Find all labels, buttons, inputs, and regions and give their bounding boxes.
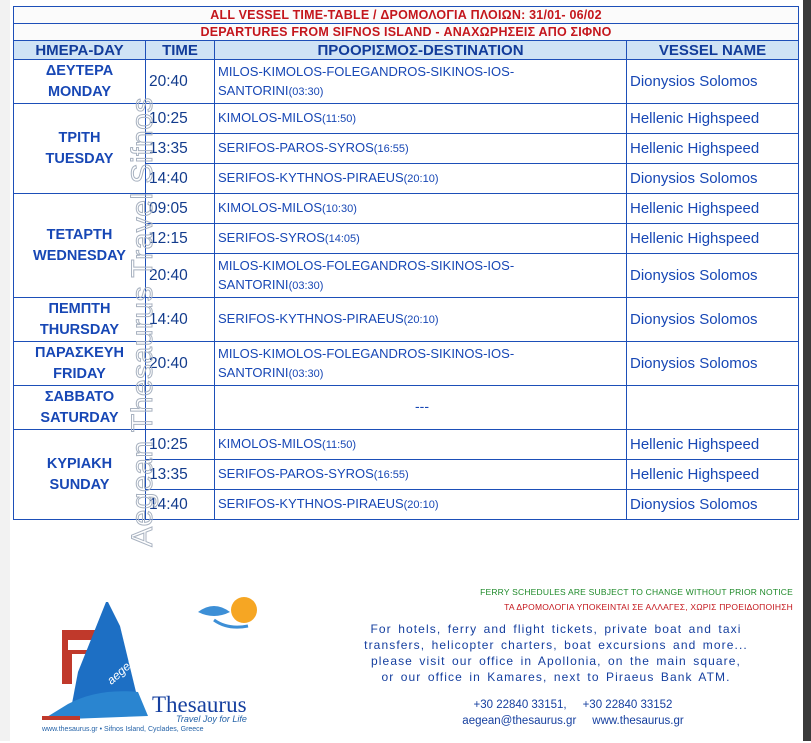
vessel-name: Hellenic Highspeed: [627, 460, 799, 490]
day-en: TUESDAY: [45, 150, 114, 167]
departure-time: 14:40: [146, 298, 215, 342]
contact-info: [418, 697, 728, 729]
arrival-time: (11:50): [322, 113, 357, 125]
day-en: MONDAY: [47, 83, 112, 100]
departure-time: 14:40: [146, 164, 215, 194]
vessel-name: Dionysios Solomos: [627, 342, 799, 386]
departure-time: 20:40: [146, 342, 215, 386]
destination-cell: [215, 134, 627, 164]
day-en: THURSDAY: [39, 321, 120, 338]
day-en: FRIDAY: [53, 365, 106, 382]
route-final: SERIFOS-KYTHNOS-PIRAEUS: [218, 496, 404, 511]
departure-time: 13:35: [146, 134, 215, 164]
destination-cell: [215, 224, 627, 254]
logo-wave: [42, 691, 148, 720]
destination-cell: [215, 342, 627, 386]
route-final: KIMOLOS-MILOS: [218, 110, 323, 125]
phone-1: +30 22840 33151,: [473, 699, 567, 711]
destination-cell: [215, 254, 627, 298]
website-link[interactable]: www.thesaurus.gr: [592, 715, 684, 727]
logo-sail-text: aegean: [104, 650, 144, 688]
day-gr: ΤΕΤΑΡΤΗ: [46, 226, 113, 243]
promo-line: transfers, helicopter charters, boat excursions and more...: [364, 638, 748, 652]
vessel-name: Hellenic Highspeed: [627, 224, 799, 254]
departure-time: 20:40: [146, 254, 215, 298]
vessel-name: Hellenic Highspeed: [627, 104, 799, 134]
departure-time: 13:35: [146, 460, 215, 490]
route-final: SERIFOS-KYTHNOS-PIRAEUS: [218, 170, 404, 185]
left-edge-strip: [0, 0, 10, 741]
route-final: SERIFOS-KYTHNOS-PIRAEUS: [218, 311, 404, 326]
email-link[interactable]: aegean@thesaurus.gr: [462, 715, 577, 727]
route-final: SANTORINI: [218, 82, 289, 98]
logo-wing: [198, 606, 230, 616]
day-en: SATURDAY: [40, 409, 119, 426]
promo-line: please visit our office in Apollonia, on the main square,: [371, 654, 741, 668]
vessel-name: Hellenic Highspeed: [627, 430, 799, 460]
notice-gr: ΤΑ ΔΡΟΜΟΛΟΓΙΑ ΥΠΟΚΕΙΝΤΑΙ ΣΕ ΑΛΛΑΓΕΣ, ΧΩΡΙΣ ΠΡΟΕΙΔΟΠΟΙΗΣΗ: [504, 602, 793, 612]
day-gr: ΠΑΡΑΣΚΕΥΗ: [35, 344, 124, 361]
arrival-time: (20:10): [403, 499, 439, 511]
vessel-name: Hellenic Highspeed: [627, 134, 799, 164]
departure-time: 10:25: [146, 430, 215, 460]
notice-en: FERRY SCHEDULES ARE SUBJECT TO CHANGE WITHOUT PRIOR NOTICE: [480, 587, 793, 597]
day-gr: ΣΑΒΒΑΤΟ: [44, 388, 115, 405]
route-final: SANTORINI: [218, 364, 289, 380]
arrival-time: (20:10): [403, 314, 439, 326]
col-header-time: TIME: [146, 41, 215, 60]
logo-tagline: Travel Joy for Life: [176, 714, 247, 724]
arrival-time: (03:30): [288, 367, 324, 380]
destination-cell: [215, 60, 627, 104]
destination-cell: [215, 104, 627, 134]
day-gr: ΠΕΜΠΤΗ: [48, 300, 111, 317]
col-header-vessel: VESSEL NAME: [627, 41, 799, 60]
watermark-text: Aegean Thesaurus Travel Sifnos: [126, 97, 159, 547]
table-row: [14, 298, 799, 342]
route-final: SANTORINI: [218, 276, 289, 292]
table-row: [14, 386, 799, 430]
arrival-time: (14:05): [324, 233, 360, 245]
day-cell: [14, 194, 146, 298]
route-final: SERIFOS-PAROS-SYROS: [218, 140, 374, 155]
promo-line: For hotels, ferry and flight tickets, private boat and taxi: [370, 622, 742, 636]
arrival-time: (11:50): [322, 439, 357, 451]
logo-name: Thesaurus: [152, 692, 247, 717]
vessel-name: Dionysios Solomos: [627, 298, 799, 342]
departure-time: 12:15: [146, 224, 215, 254]
vessel-name: [627, 386, 799, 430]
day-cell: [14, 386, 146, 430]
logo-footer: www.thesaurus.gr • Sifnos Island, Cyclades, Greece: [42, 726, 204, 733]
departure-time: 10:25: [146, 104, 215, 134]
table-row: [14, 60, 799, 104]
route-line: MILOS-KIMOLOS-FOLEGANDROS-SIKINOS-IOS-: [218, 257, 515, 273]
day-en: WEDNESDAY: [33, 247, 126, 264]
day-cell: [14, 104, 146, 194]
route-final: SERIFOS-SYROS: [218, 230, 325, 245]
departure-time: 14:40: [146, 490, 215, 520]
destination-cell: [215, 298, 627, 342]
destination-cell: [215, 430, 627, 460]
day-en: SUNDAY: [49, 476, 110, 493]
table-row: [14, 104, 799, 134]
day-cell: [14, 60, 146, 104]
day-cell: [14, 298, 146, 342]
title-line-2: DEPARTURES FROM SIFNOS ISLAND - ΑΝΑΧΩΡΗΣΕΙΣ ΑΠΟ ΣΙΦΝΟ: [14, 24, 799, 41]
day-gr: ΤΡΙΤΗ: [58, 129, 101, 146]
arrival-time: (03:30): [288, 85, 324, 98]
day-cell: [14, 342, 146, 386]
vessel-name: Dionysios Solomos: [627, 254, 799, 298]
destination-cell: [215, 490, 627, 520]
day-gr: ΚΥΡΙΑΚΗ: [46, 455, 113, 472]
promo-line: or our office in Kamares, next to Piraeus Bank ATM.: [381, 670, 731, 684]
vessel-name: Hellenic Highspeed: [627, 194, 799, 224]
table-row: [14, 430, 799, 460]
table-row: [14, 342, 799, 386]
timetable: [13, 6, 798, 520]
phone-2: +30 22840 33152: [582, 699, 673, 711]
arrival-time: (03:30): [288, 279, 324, 292]
arrival-time: (10:30): [322, 203, 357, 215]
arrival-time: (16:55): [373, 143, 409, 155]
route-final: KIMOLOS-MILOS: [218, 436, 323, 451]
vessel-name: Dionysios Solomos: [627, 490, 799, 520]
route-final: SERIFOS-PAROS-SYROS: [218, 466, 374, 481]
destination-cell: [215, 386, 627, 430]
logo-sun: [231, 597, 257, 623]
title-line-1: ALL VESSEL TIME-TABLE / ΔΡΟΜΟΛΟΓΙΑ ΠΛΟΙΩΝ: 31/01- 06/02: [14, 7, 799, 24]
route-line: MILOS-KIMOLOS-FOLEGANDROS-SIKINOS-IOS-: [218, 345, 515, 361]
arrival-time: (20:10): [403, 173, 439, 185]
col-header-day: ΗΜΕΡΑ-DAY: [14, 41, 146, 60]
route-line: MILOS-KIMOLOS-FOLEGANDROS-SIKINOS-IOS-: [218, 63, 515, 79]
departure-time: [146, 386, 215, 430]
vessel-name: Dionysios Solomos: [627, 164, 799, 194]
table-row: [14, 194, 799, 224]
vessel-name: Dionysios Solomos: [627, 60, 799, 104]
departure-time: 09:05: [146, 194, 215, 224]
schedule-table: [13, 6, 799, 520]
destination-cell: [215, 460, 627, 490]
arrival-time: (16:55): [373, 469, 409, 481]
route-final: ---: [415, 398, 429, 414]
logo-base: [42, 716, 80, 720]
destination-cell: [215, 194, 627, 224]
day-cell: [14, 430, 146, 520]
promo-text: [318, 621, 794, 685]
departure-time: 20:40: [146, 60, 215, 104]
day-gr: ΔΕΥΤΕΡΑ: [45, 62, 114, 79]
route-final: KIMOLOS-MILOS: [218, 200, 323, 215]
destination-cell: [215, 164, 627, 194]
col-header-destination: ΠΡΟΟΡΙΣΜΟΣ-DESTINATION: [215, 41, 627, 60]
right-edge-strip: [803, 0, 811, 741]
